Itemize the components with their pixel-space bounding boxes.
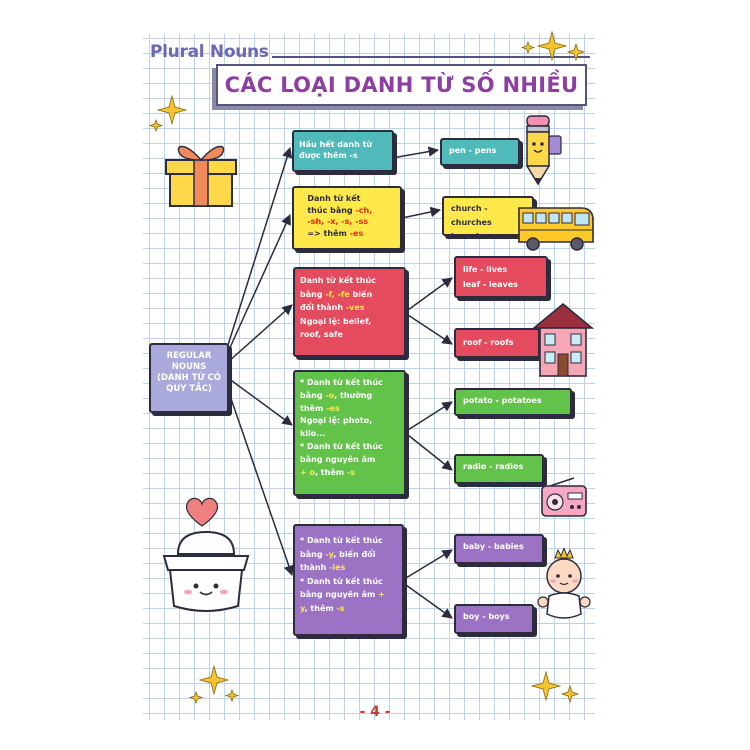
sparkle-icon <box>514 30 594 76</box>
example-line: life - lives <box>463 265 508 274</box>
arrow-rule3-ex4 <box>408 315 452 344</box>
sparkle-icon <box>524 668 586 714</box>
example-baby <box>454 534 544 564</box>
rule-line: + o, thêm -s <box>300 467 355 477</box>
rule-line: Hầu hết danh từ <box>299 140 373 149</box>
root-node-regular-nouns <box>149 343 229 413</box>
arrow-rule3-ex3 <box>408 278 452 310</box>
rule-line: * Danh từ kết thúc <box>300 441 383 451</box>
rule-line: được thêm -s <box>299 150 358 160</box>
example-potato <box>454 388 572 416</box>
rule-line: Danh từ kết <box>299 194 361 203</box>
rule-line: thêm -es <box>300 403 340 413</box>
arrow-rule5-ex7 <box>406 550 452 578</box>
rule-line: Ngoại lệ: belief, <box>300 316 372 326</box>
rule-line: thúc bằng -ch, <box>299 205 373 215</box>
example-line: pen - pens <box>449 146 497 155</box>
example-line: bus - buses <box>451 232 503 241</box>
example-line: boy - boys <box>463 612 510 621</box>
example-pen <box>440 138 520 166</box>
rule-line: bằng -o, thường <box>300 390 373 400</box>
example-roof <box>454 328 540 358</box>
rule-line: đổi thành -ves <box>300 303 365 312</box>
rule-node-add-es <box>292 186 402 250</box>
arrow-rule4-ex6 <box>408 435 452 470</box>
radio-icon <box>538 476 590 520</box>
example-line: baby - babies <box>463 542 524 551</box>
rule-node-o-es <box>293 370 406 496</box>
rule-line: * Danh từ kết thúc <box>300 576 383 586</box>
example-line: church - churches <box>451 204 492 227</box>
heart-icon <box>184 496 220 528</box>
rule-line: => thêm -es <box>299 228 364 238</box>
example-line: radio - radios <box>463 462 524 471</box>
root-line: REGULAR <box>166 351 212 361</box>
rule-line: y, thêm -s <box>300 603 345 613</box>
rule-line: * Danh từ kết thúc <box>300 378 383 387</box>
rule-line: Ngoại lệ: photo, <box>300 416 373 426</box>
root-line: QUY TẮC) <box>166 384 212 394</box>
arrow-root-rule-2 <box>228 215 290 352</box>
example-life-leaf <box>454 256 548 298</box>
rule-line: * Danh từ kết thúc <box>300 536 383 545</box>
example-line: roof - roofs <box>463 338 514 347</box>
root-line: (DANH TỪ CÓ <box>156 373 222 383</box>
pencil-icon <box>515 112 565 190</box>
rule-node-f-fe-ves <box>293 267 406 357</box>
arrow-rule2-ex2 <box>402 210 440 218</box>
rule-node-add-s <box>292 130 394 172</box>
page-title-text: CÁC LOẠI DANH TỪ SỐ NHIỀU <box>224 73 579 97</box>
rule-node-y-ies <box>293 524 404 636</box>
baby-icon <box>535 548 593 624</box>
root-line: NOUNS <box>171 362 207 372</box>
rule-line: bằng -f, -fe biến <box>300 289 373 299</box>
arrow-rule4-ex5 <box>408 402 452 430</box>
page-number: - 4 - <box>359 704 391 720</box>
sparkle-icon <box>188 660 242 706</box>
rule-line: roof, safe <box>300 330 343 339</box>
house-icon <box>532 300 594 380</box>
arrow-rule5-ex8 <box>406 585 452 618</box>
example-radio <box>454 454 544 484</box>
cute-pot-icon <box>160 526 252 616</box>
series-title: Plural Nouns <box>150 42 269 62</box>
example-line: potato - potatoes <box>463 396 542 405</box>
rule-line: bằng nguyên âm + <box>300 590 385 599</box>
rule-line: -sh, -x, -s, -ss <box>307 217 369 226</box>
school-bus-icon <box>515 200 597 254</box>
gift-icon <box>156 132 246 210</box>
arrow-rule1-ex1 <box>392 150 438 158</box>
example-line: leaf - leaves <box>463 280 518 289</box>
rule-line: Danh từ kết thúc <box>300 276 376 285</box>
rule-line: bằng nguyên âm <box>300 454 376 464</box>
example-boy <box>454 604 534 634</box>
rule-line: bằng -y, biến đổi <box>300 549 376 559</box>
rule-line: thành -ies <box>300 563 346 572</box>
rule-line: kilo... <box>300 429 326 439</box>
